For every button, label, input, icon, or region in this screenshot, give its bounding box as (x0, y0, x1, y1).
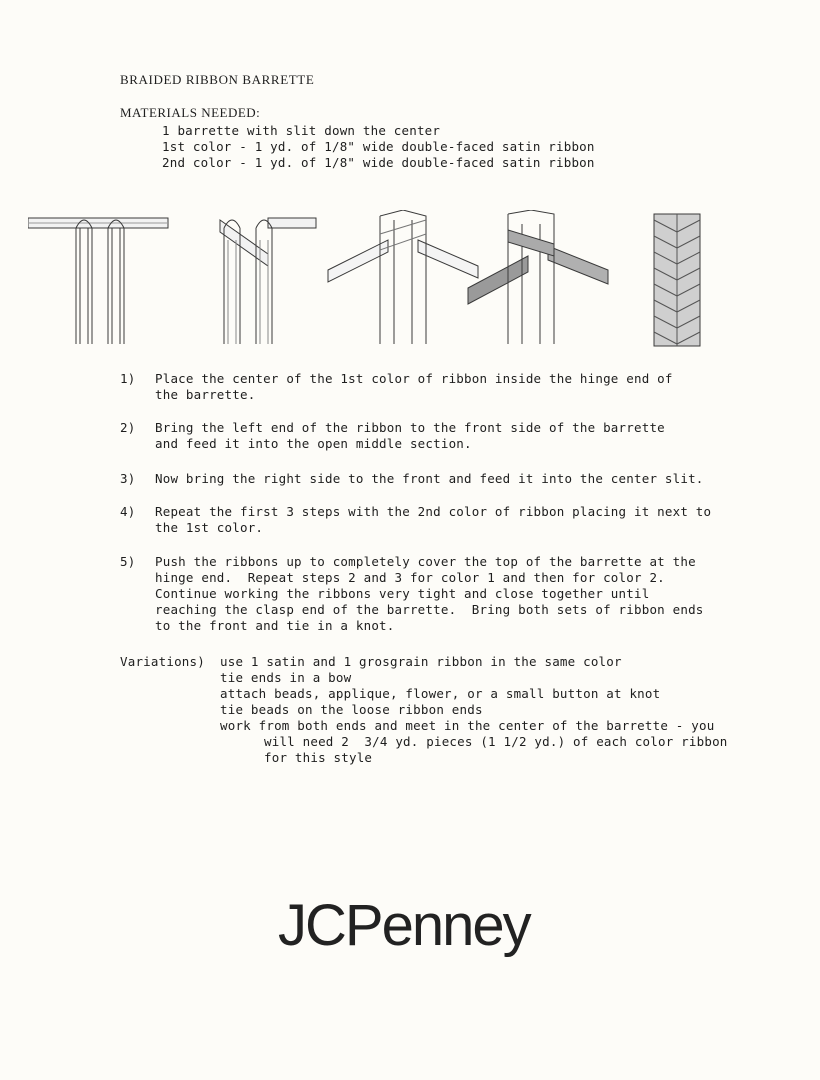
stage-2-drawing (220, 218, 316, 344)
materials-heading: MATERIALS NEEDED: (120, 105, 261, 120)
materials-item: 2nd color - 1 yd. of 1/8" wide double-faced satin ribbon (162, 155, 595, 170)
step-text: Continue working the ribbons very tight and close together until (155, 586, 650, 601)
step-number: 2) (120, 420, 136, 435)
variations-heading: Variations) (120, 654, 205, 669)
variation-item: attach beads, applique, flower, or a small button at knot (220, 686, 661, 701)
brand-logo: JCPenney (278, 893, 530, 958)
braiding-steps-illustration (28, 210, 718, 350)
stage-4-drawing (468, 210, 608, 344)
step-text: the barrette. (155, 387, 256, 402)
step-text: Repeat the first 3 steps with the 2nd color of ribbon placing it next to (155, 504, 712, 519)
step-text: Push the ribbons up to completely cover the top of the barrette at the (155, 554, 696, 569)
variation-item: tie beads on the loose ribbon ends (220, 702, 483, 717)
step-number: 4) (120, 504, 136, 519)
variation-continuation: will need 2 3/4 yd. pieces (1 1/2 yd.) of each color ribbon (264, 734, 728, 749)
step-text: to the front and tie in a knot. (155, 618, 395, 633)
stage-1-drawing (28, 218, 168, 344)
step-text: the 1st color. (155, 520, 264, 535)
variation-item: use 1 satin and 1 grosgrain ribbon in the same color (220, 654, 622, 669)
step-text: and feed it into the open middle section. (155, 436, 472, 451)
step-text: Bring the left end of the ribbon to the front side of the barrette (155, 420, 665, 435)
step-text: Now bring the right side to the front and feed it into the center slit. (155, 471, 704, 486)
step-number: 1) (120, 371, 136, 386)
step-number: 5) (120, 554, 136, 569)
materials-item: 1st color - 1 yd. of 1/8" wide double-faced satin ribbon (162, 139, 595, 154)
page-title: BRAIDED RIBBON BARRETTE (120, 72, 315, 87)
materials-item: 1 barrette with slit down the center (162, 123, 441, 138)
stage-5-drawing (654, 214, 700, 346)
stage-3-drawing (328, 210, 478, 344)
variation-item: tie ends in a bow (220, 670, 352, 685)
variation-item: work from both ends and meet in the center of the barrette - you (220, 718, 715, 733)
variation-continuation: for this style (264, 750, 373, 765)
step-text: hinge end. Repeat steps 2 and 3 for color 1 and then for color 2. (155, 570, 665, 585)
step-text: Place the center of the 1st color of ribbon inside the hinge end of (155, 371, 673, 386)
step-text: reaching the clasp end of the barrette. Bring both sets of ribbon ends (155, 602, 704, 617)
step-number: 3) (120, 471, 136, 486)
